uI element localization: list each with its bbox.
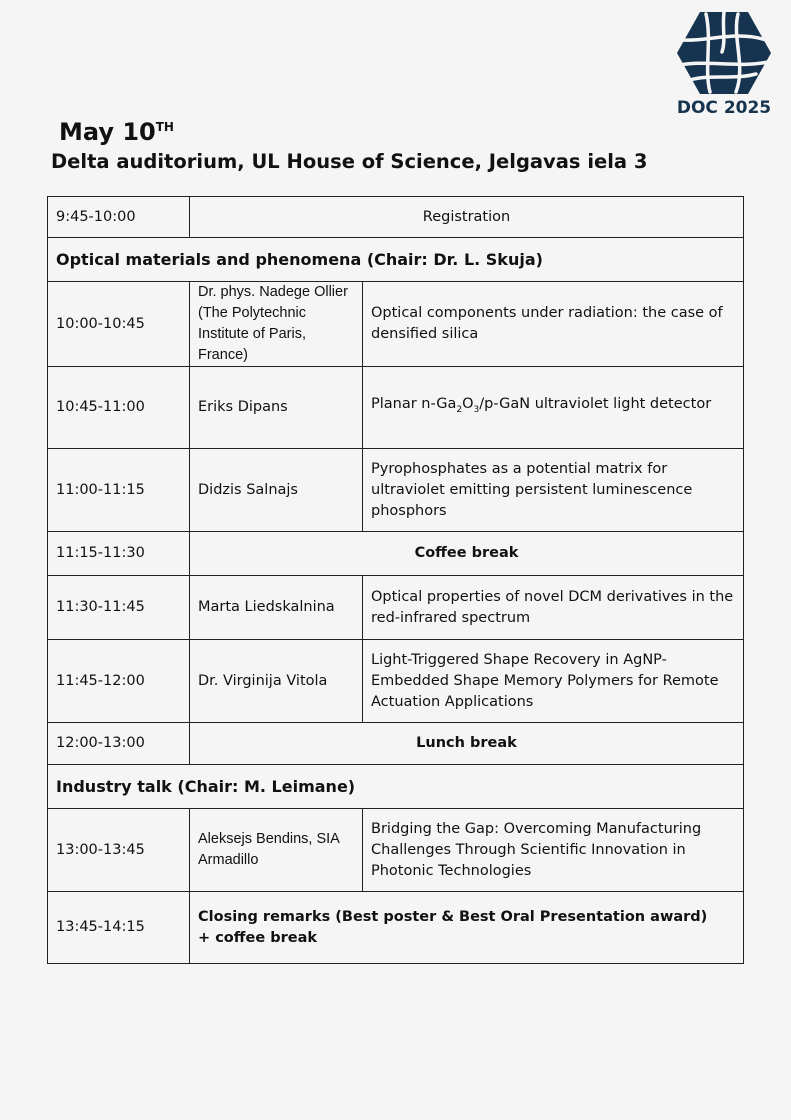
- lunch-break-label: Lunch break: [190, 723, 744, 765]
- speaker-cell: Eriks Dipans: [190, 367, 363, 449]
- talk-title-cell: [363, 367, 744, 449]
- speaker-cell: Didzis Salnajs: [190, 449, 363, 532]
- hexagon-logo-icon: [676, 10, 772, 96]
- schedule-table: [47, 196, 744, 964]
- time-cell: 11:45-12:00: [48, 640, 190, 723]
- date-text: May 10: [59, 118, 156, 146]
- talk-title-cell: Bridging the Gap: Overcoming Manufacturing Challenges Through Scientific Innovation in Photonic Technologies: [363, 809, 744, 892]
- talk-title-cell: Light-Triggered Shape Recovery in AgNP-Embedded Shape Memory Polymers for Remote Actuation Applications: [363, 640, 744, 723]
- speaker-cell: Aleksejs Bendins, SIA Armadillo: [190, 809, 363, 892]
- talk-title-cell: Pyrophosphates as a potential matrix for ultraviolet emitting persistent luminescence phosphors: [363, 449, 744, 532]
- break-row: [48, 532, 744, 576]
- time-cell: 10:00-10:45: [48, 282, 190, 367]
- talk-row: [48, 449, 744, 532]
- closing-label: [190, 892, 744, 964]
- time-cell: 9:45-10:00: [48, 197, 190, 238]
- time-cell: 13:00-13:45: [48, 809, 190, 892]
- time-cell: 13:45-14:15: [48, 892, 190, 964]
- closing-row: [48, 892, 744, 964]
- subscript-2: 2: [456, 404, 463, 415]
- subscript-3: 3: [473, 404, 480, 415]
- session-title: Industry talk (Chair: M. Leimane): [48, 765, 744, 809]
- title-suffix: /p-GaN ultraviolet light detector: [479, 396, 712, 413]
- session-header-row: [48, 765, 744, 809]
- date-title: [59, 118, 174, 146]
- doc-2025-logo: [674, 10, 774, 120]
- time-cell: 11:30-11:45: [48, 576, 190, 640]
- time-cell: 11:15-11:30: [48, 532, 190, 576]
- talk-row: [48, 809, 744, 892]
- break-row: [48, 723, 744, 765]
- session-header-row: [48, 238, 744, 282]
- session-title: Optical materials and phenomena (Chair: Dr. L. Skuja): [48, 238, 744, 282]
- time-cell: 12:00-13:00: [48, 723, 190, 765]
- talk-row: [48, 640, 744, 723]
- talk-row: [48, 576, 744, 640]
- title-prefix: Planar n-Ga: [371, 396, 457, 413]
- speaker-cell: Dr. phys. Nadege Ollier (The Polytechnic Institute of Paris, France): [190, 282, 363, 367]
- coffee-break-label: Coffee break: [190, 532, 744, 576]
- date-suffix: TH: [155, 120, 174, 134]
- registration-label: Registration: [190, 197, 744, 238]
- talk-title-cell: Optical properties of novel DCM derivatives in the red-infrared spectrum: [363, 576, 744, 640]
- venue-title: Delta auditorium, UL House of Science, Jelgavas iela 3: [51, 150, 648, 173]
- registration-row: [48, 197, 744, 238]
- time-cell: 10:45-11:00: [48, 367, 190, 449]
- speaker-cell: Dr. Virginija Vitola: [190, 640, 363, 723]
- closing-line-1: Closing remarks (Best poster & Best Oral Presentation award): [198, 908, 708, 925]
- talk-row: [48, 367, 744, 449]
- logo-text: DOC 2025: [676, 98, 772, 118]
- speaker-cell: Marta Liedskalnina: [190, 576, 363, 640]
- time-cell: 11:00-11:15: [48, 449, 190, 532]
- title-mid: O: [462, 396, 474, 413]
- talk-title-cell: Optical components under radiation: the case of densified silica: [363, 282, 744, 367]
- closing-line-2: + coffee break: [198, 929, 318, 946]
- talk-row: [48, 282, 744, 367]
